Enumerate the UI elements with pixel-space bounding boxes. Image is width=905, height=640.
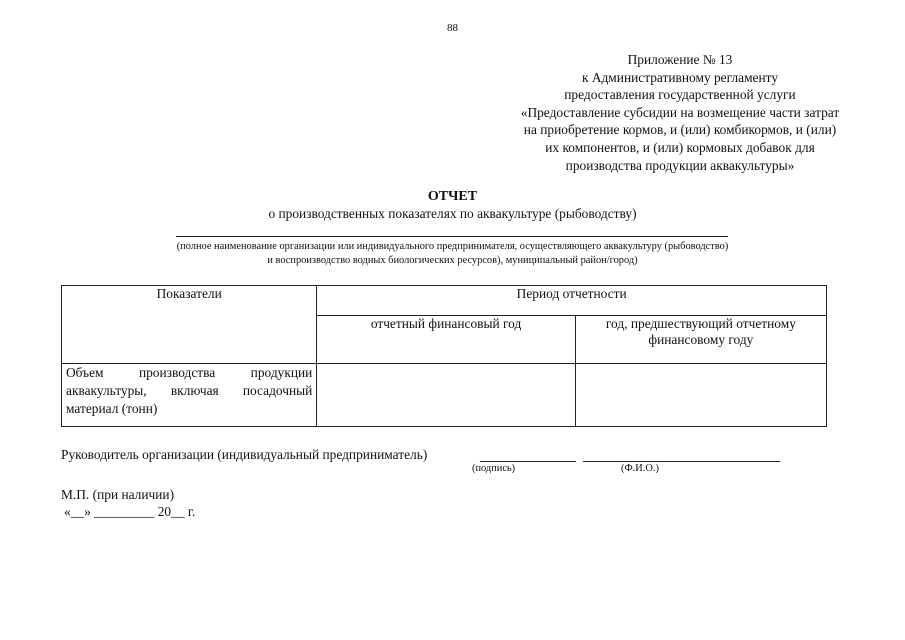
page-number: 88 bbox=[447, 22, 458, 34]
header-indicators: Показатели bbox=[62, 286, 317, 364]
annex-line: к Административному регламенту bbox=[581, 69, 779, 85]
table-row bbox=[62, 364, 827, 427]
annex-line: предоставления государственной услуги bbox=[564, 87, 796, 103]
header-current-year: отчетный финансовый год bbox=[317, 316, 575, 364]
report-table bbox=[61, 285, 827, 427]
date-line: «__» _________ 20__ г. bbox=[64, 504, 196, 519]
row-volume-previous-cell[interactable] bbox=[575, 364, 826, 427]
report-title: ОТЧЕТ bbox=[427, 189, 478, 204]
signature-caption: Руководитель организации (индивидуальный предприниматель) bbox=[61, 447, 428, 462]
row-volume-line: материал (тонн) bbox=[66, 401, 158, 416]
annex-line: их компонентов, и (или) кормовых добавок для bbox=[545, 139, 815, 155]
annex-header bbox=[470, 51, 890, 174]
signature-label: (подпись) bbox=[472, 463, 516, 474]
report-subtitle: о производственных показателях по аквакультуре (рыбоводству) bbox=[268, 206, 637, 221]
annex-line: Приложение № 13 bbox=[627, 52, 733, 67]
table-header-row bbox=[62, 286, 827, 316]
fio-fill-line[interactable] bbox=[583, 461, 780, 462]
fio-label: (Ф.И.О.) bbox=[621, 463, 659, 474]
row-volume-line: аквакультуры, включая посадочный bbox=[66, 383, 313, 398]
org-name-fill-line[interactable] bbox=[176, 236, 728, 237]
signature-fill-line[interactable] bbox=[480, 461, 576, 462]
header-period: Период отчетности bbox=[317, 286, 827, 316]
header-previous-year: год, предшествующий отчетному финансовому году bbox=[575, 316, 826, 364]
annex-line: производства продукции аквакультуры» bbox=[565, 157, 795, 173]
org-name-hint bbox=[0, 240, 905, 268]
org-hint-line: и воспроизводство водных биологических ресурсов), муниципальный район/город) bbox=[267, 255, 638, 266]
annex-line: «Предоставление субсидии на возмещение части затрат bbox=[520, 104, 840, 120]
row-volume-line: Объем производства продукции bbox=[66, 365, 313, 380]
stamp-place: М.П. (при наличии) bbox=[61, 487, 175, 502]
org-hint-line: (полное наименование организации или индивидуального предпринимателя, осуществляющего аквакультуру (рыбоводство) bbox=[176, 241, 729, 252]
row-volume-current-cell[interactable] bbox=[317, 364, 575, 427]
annex-line: на приобретение кормов, и (или) комбикормов, и (или) bbox=[523, 122, 837, 138]
row-volume-label bbox=[62, 364, 317, 427]
